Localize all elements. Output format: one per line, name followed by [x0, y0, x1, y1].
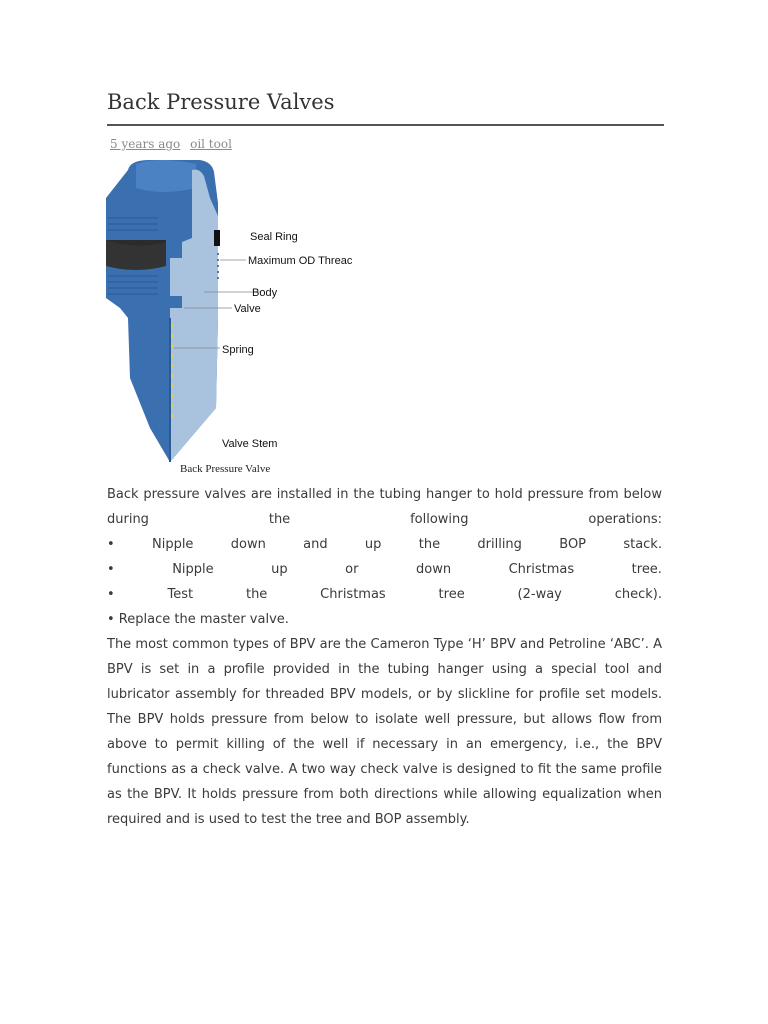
article-body	[107, 482, 662, 832]
label-thread: Maximum OD Threac	[248, 255, 353, 267]
label-valve-stem: Valve Stem	[222, 438, 278, 450]
intro-word: in	[336, 487, 349, 502]
page-title: Back Pressure Valves	[107, 90, 335, 114]
bullet-word: BOP	[559, 537, 587, 552]
intro-word: during	[107, 512, 149, 527]
bullet-word: •	[107, 562, 115, 577]
intro-word: following	[410, 512, 469, 527]
intro-word: hanger	[425, 487, 472, 502]
label-body: Body	[252, 287, 278, 299]
intro-word: Back	[107, 487, 139, 502]
bullet-word: Nipple	[172, 562, 214, 577]
date-link[interactable]: 5 years ago	[110, 137, 181, 151]
intro-word: are	[250, 487, 272, 502]
bullet-item	[107, 557, 662, 582]
bullet-word: up	[271, 562, 288, 577]
intro-word: to	[476, 487, 490, 502]
bullet-item	[107, 532, 662, 557]
label-spring: Spring	[222, 344, 254, 356]
bullet-word: and	[303, 537, 328, 552]
bullet-word: tree.	[631, 562, 662, 577]
bullet-item	[107, 582, 662, 607]
intro-word: below	[623, 487, 662, 502]
post-meta	[110, 137, 232, 151]
intro-word: hold	[494, 487, 523, 502]
body-paragraph: The most common types of BPV are the Cameron Type ‘H’ BPV and Petroline ‘ABC’. A BPV is set in a profile provided in the tubing hanger using a special tool and lubricator assembly for threaded BPV models, or by slickline for profile set models. The BPV holds pressure from below to isolate well pressure, but allows flow from above to permit killing of the well if necessary in an emergency, i.e., the BPV functions as a check valve. A two way check valve is designed to fit the same profile as the BPV. It holds pressure from both directions while allowing equalization when required and is used to test the tree and BOP assembly.	[107, 637, 662, 827]
bullet-word: check).	[614, 587, 662, 602]
bullet-word: the	[418, 537, 441, 552]
intro-word: operations:	[588, 512, 662, 527]
intro-word: tubing	[379, 487, 422, 502]
intro-word: pressure	[527, 487, 584, 502]
bullet-word: Christmas	[320, 587, 386, 602]
intro-line-1	[107, 482, 662, 507]
intro-word: installed	[276, 487, 332, 502]
bullet-word: •	[107, 587, 115, 602]
bullet-word: Nipple	[151, 537, 194, 552]
bullet-word: stack.	[623, 537, 662, 552]
bullet-word: Christmas	[508, 562, 575, 577]
figure-caption: Back Pressure Valve	[180, 463, 271, 475]
label-seal-ring: Seal Ring	[250, 231, 298, 243]
bullet-word: the	[245, 587, 268, 602]
bullet-replace-valve: • Replace the master valve.	[107, 612, 289, 627]
bullet-word: down	[416, 562, 452, 577]
intro-word: from	[588, 487, 619, 502]
bullet-word: •	[107, 537, 115, 552]
title-divider	[107, 124, 664, 126]
intro-line-2	[107, 507, 662, 532]
bullet-word: drilling	[477, 537, 522, 552]
bullet-word: Test	[167, 587, 194, 602]
valve-diagram	[100, 158, 400, 480]
bullet-list	[107, 532, 662, 607]
intro-word: the	[353, 487, 375, 502]
bullet-word: or	[345, 562, 359, 577]
bullet-word: tree	[438, 587, 465, 602]
intro-word: the	[268, 512, 291, 527]
bullet-word: down	[230, 537, 266, 552]
bullet-word: (2-way	[517, 587, 562, 602]
intro-word: pressure	[143, 487, 200, 502]
seal-ring	[214, 230, 220, 246]
intro-word: valves	[204, 487, 247, 502]
bullet-word: up	[364, 537, 382, 552]
category-link[interactable]: oil tool	[190, 137, 232, 151]
label-valve: Valve	[234, 303, 261, 315]
